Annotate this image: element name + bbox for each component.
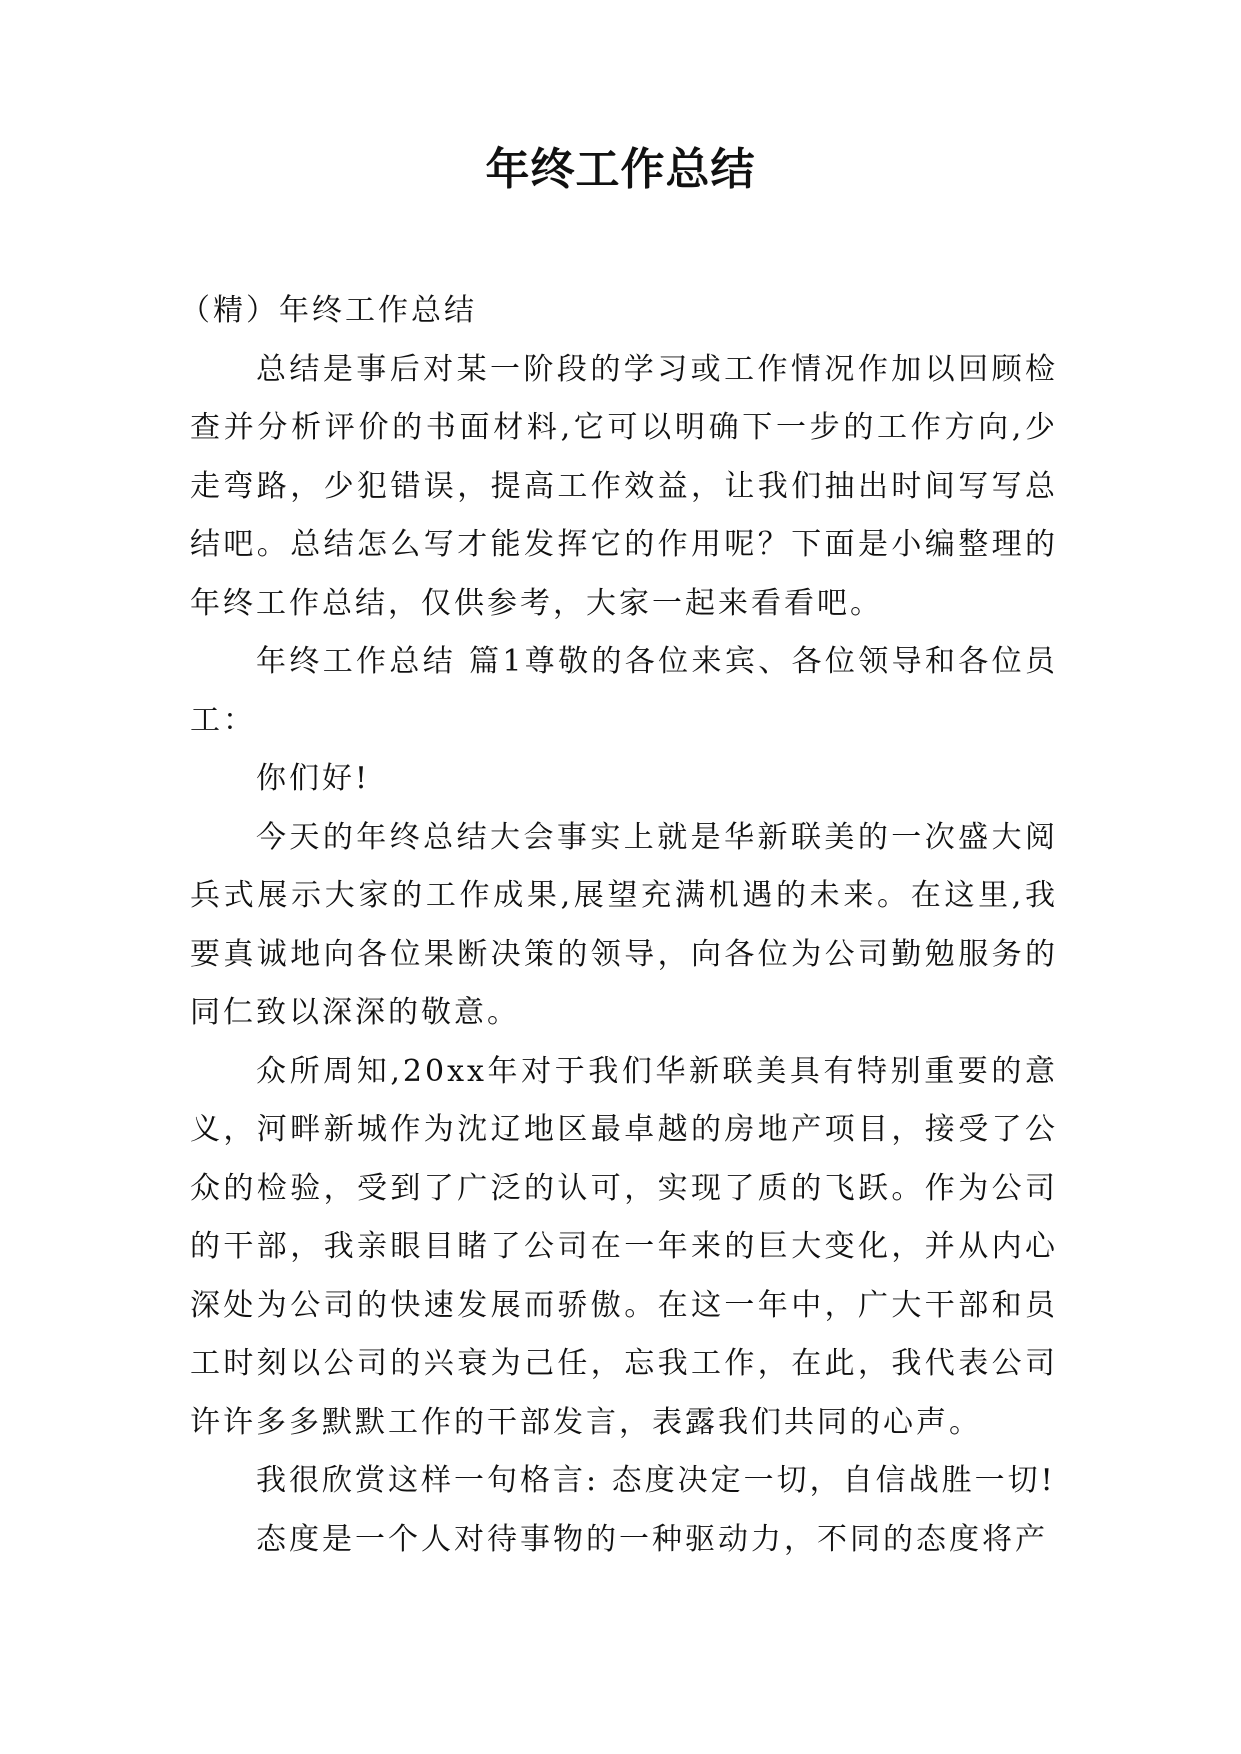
body-paragraph: 今天的年终总结大会事实上就是华新联美的一次盛大阅兵式展示大家的工作成果,展望充满机遇的未来。在这里,我要真诚地向各位果断决策的领导，向各位为公司勤勉服务的同仁致以深深的敬意。 — [190, 819, 1058, 1030]
document-title: 年终工作总结 — [485, 144, 756, 195]
greeting-paragraph: 你们好! — [256, 761, 371, 796]
motto-paragraph: 我很欣赏这样一句格言: 态度决定一切，自信战胜一切! — [256, 1463, 1056, 1498]
body-paragraph: 态度是一个人对待事物的一种驱动力，不同的态度将产 — [256, 1521, 1048, 1557]
subtitle-paragraph: （精）年终工作总结 — [180, 293, 477, 328]
intro-paragraph: 总结是事后对某一阶段的学习或工作情况作加以回顾检查并分析评价的书面材料,它可以明确下一步的工作方向,少走弯路，少犯错误，提高工作效益，让我们抽出时间写写总结吧。总结怎么写才能发挥它的作用呢？下面是小编整理的年终工作总结，仅供参考，大家一起来看看吧。 — [190, 351, 1058, 621]
salutation-paragraph: 年终工作总结 篇1尊敬的各位来宾、各位领导和各位员工： — [190, 644, 1058, 738]
document-body — [180, 282, 1058, 1569]
body-paragraph: 众所周知,20xx年对于我们华新联美具有特别重要的意义，河畔新城作为沈辽地区最卓越的房地产项目，接受了公众的检验，受到了广泛的认可，实现了质的飞跃。作为公司的干部，我亲眼目睹了公司在一年来的巨大变化，并从内心深处为公司的快速发展而骄傲。在这一年中，广大干部和员工时刻以公司的兴衰为己任，忘我工作，在此，我代表公司许许多多默默工作的干部发言，表露我们共同的心声。 — [190, 1053, 1058, 1440]
